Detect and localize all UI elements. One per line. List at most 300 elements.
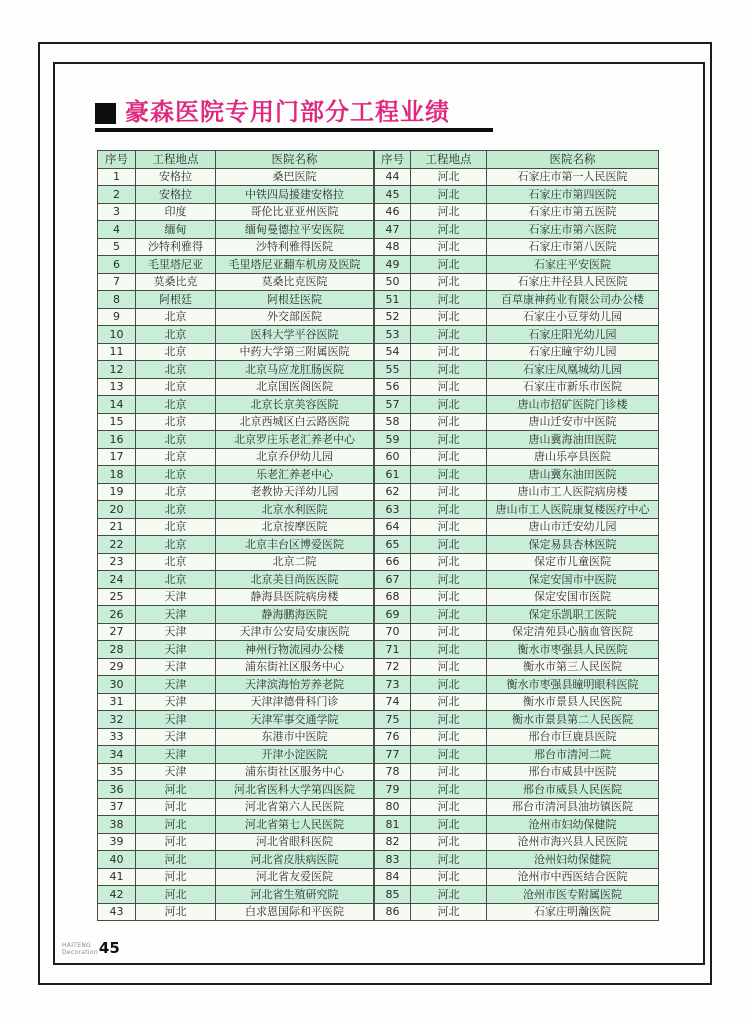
location-cell: 缅甸 (136, 221, 216, 239)
location-cell: 河北 (411, 623, 487, 641)
location-cell: 河北 (411, 431, 487, 449)
hospital-name-cell: 石家庄瞳宇幼儿园 (487, 343, 659, 361)
table-row (98, 798, 374, 816)
table-row (375, 606, 659, 624)
table-row (98, 501, 374, 519)
location-cell: 河北 (411, 693, 487, 711)
table-row (98, 851, 374, 869)
row-number-cell: 3 (98, 203, 136, 221)
location-cell: 河北 (411, 221, 487, 239)
location-cell: 天津 (136, 746, 216, 764)
hospital-name-cell: 老教协天洋幼儿园 (216, 483, 374, 501)
table-row (375, 396, 659, 414)
hospital-name-cell: 北京乔伊幼儿园 (216, 448, 374, 466)
table-row (375, 798, 659, 816)
table-row (375, 763, 659, 781)
row-number-cell: 57 (375, 396, 411, 414)
row-number-cell: 49 (375, 256, 411, 274)
brand-line1: HAITENG (62, 941, 92, 949)
table-row (98, 203, 374, 221)
location-cell: 印度 (136, 203, 216, 221)
table-row (98, 221, 374, 239)
hospital-name-cell: 石家庄市第八医院 (487, 238, 659, 256)
hospital-name-cell: 衡水市景县第二人民医院 (487, 711, 659, 729)
location-cell: 河北 (411, 483, 487, 501)
row-number-cell: 20 (98, 501, 136, 519)
row-number-cell: 25 (98, 588, 136, 606)
row-number-cell: 18 (98, 466, 136, 484)
hospital-name-cell: 邢台市威县中医院 (487, 763, 659, 781)
hospital-name-cell: 北京西城区白云路医院 (216, 413, 374, 431)
hospital-name-cell: 天津军事交通学院 (216, 711, 374, 729)
row-number-cell: 15 (98, 413, 136, 431)
table-row (98, 676, 374, 694)
table-row (375, 868, 659, 886)
hospital-name-cell: 天津市公安局安康医院 (216, 623, 374, 641)
hospital-name-cell: 衡水市景县人民医院 (487, 693, 659, 711)
table-row (375, 886, 659, 904)
location-cell: 河北 (136, 816, 216, 834)
location-cell: 河北 (411, 606, 487, 624)
location-cell: 河北 (411, 553, 487, 571)
table-row (98, 886, 374, 904)
location-cell: 北京 (136, 361, 216, 379)
table-row (375, 553, 659, 571)
row-number-cell: 9 (98, 308, 136, 326)
row-number-cell: 72 (375, 658, 411, 676)
row-number-cell: 65 (375, 536, 411, 554)
hospital-name-cell: 哥伦比亚亚州医院 (216, 203, 374, 221)
location-cell: 北京 (136, 326, 216, 344)
location-cell: 河北 (411, 378, 487, 396)
row-number-cell: 70 (375, 623, 411, 641)
table-row (375, 343, 659, 361)
table-row (375, 466, 659, 484)
row-number-cell: 80 (375, 798, 411, 816)
table-row (375, 641, 659, 659)
location-cell: 河北 (411, 326, 487, 344)
location-cell: 河北 (411, 186, 487, 204)
table-row (375, 238, 659, 256)
hospital-name-cell: 唐山冀东油田医院 (487, 466, 659, 484)
location-cell: 天津 (136, 623, 216, 641)
location-cell: 北京 (136, 483, 216, 501)
table-row (375, 833, 659, 851)
location-cell: 河北 (411, 571, 487, 589)
location-cell: 天津 (136, 606, 216, 624)
row-number-cell: 27 (98, 623, 136, 641)
hospital-name-cell: 唐山市迁安幼儿园 (487, 518, 659, 536)
row-number-cell: 53 (375, 326, 411, 344)
location-cell: 河北 (411, 361, 487, 379)
hospital-name-cell: 唐山市工人医院病房楼 (487, 483, 659, 501)
location-cell: 河北 (411, 588, 487, 606)
table-row (375, 816, 659, 834)
row-number-cell: 35 (98, 763, 136, 781)
row-number-cell: 24 (98, 571, 136, 589)
header-location: 工程地点 (136, 151, 216, 169)
location-cell: 河北 (411, 273, 487, 291)
location-cell: 北京 (136, 518, 216, 536)
page-footer (62, 941, 120, 956)
row-number-cell: 6 (98, 256, 136, 274)
hospital-name-cell: 保定清苑县心脑血管医院 (487, 623, 659, 641)
row-number-cell: 69 (375, 606, 411, 624)
location-cell: 河北 (411, 746, 487, 764)
hospital-name-cell: 石家庄平安医院 (487, 256, 659, 274)
hospital-name-cell: 唐山市招矿医院门诊楼 (487, 396, 659, 414)
hospital-name-cell: 天津滨海怡芳养老院 (216, 676, 374, 694)
table-row (375, 168, 659, 186)
row-number-cell: 56 (375, 378, 411, 396)
hospital-name-cell: 邢台市威县人民医院 (487, 781, 659, 799)
table-row (98, 868, 374, 886)
location-cell: 河北 (411, 833, 487, 851)
title-block (95, 99, 493, 132)
location-cell: 河北 (411, 308, 487, 326)
table-row (98, 308, 374, 326)
row-number-cell: 14 (98, 396, 136, 414)
row-number-cell: 51 (375, 291, 411, 309)
hospital-name-cell: 保定安国市中医院 (487, 571, 659, 589)
table-row (375, 483, 659, 501)
row-number-cell: 16 (98, 431, 136, 449)
table-row (375, 431, 659, 449)
header-hospital-name: 医院名称 (216, 151, 374, 169)
location-cell: 天津 (136, 711, 216, 729)
location-cell: 安格拉 (136, 168, 216, 186)
row-number-cell: 38 (98, 816, 136, 834)
table-row (375, 518, 659, 536)
row-number-cell: 8 (98, 291, 136, 309)
location-cell: 北京 (136, 501, 216, 519)
location-cell: 北京 (136, 571, 216, 589)
table-row (375, 448, 659, 466)
hospital-name-cell: 静海鹏海医院 (216, 606, 374, 624)
row-number-cell: 59 (375, 431, 411, 449)
hospital-name-cell: 沙特利雅得医院 (216, 238, 374, 256)
location-cell: 河北 (411, 886, 487, 904)
table-row (375, 711, 659, 729)
location-cell: 北京 (136, 343, 216, 361)
row-number-cell: 75 (375, 711, 411, 729)
row-number-cell: 4 (98, 221, 136, 239)
table-row (375, 676, 659, 694)
hospital-name-cell: 石家庄明瀚医院 (487, 903, 659, 921)
hospital-name-cell: 河北省医科大学第四医院 (216, 781, 374, 799)
table-row (375, 571, 659, 589)
hospital-name-cell: 河北省生殖研究院 (216, 886, 374, 904)
table-row (375, 308, 659, 326)
hospital-name-cell: 石家庄市第一人民医院 (487, 168, 659, 186)
hospital-name-cell: 莫桑比克医院 (216, 273, 374, 291)
table-row (98, 448, 374, 466)
table-row (375, 186, 659, 204)
location-cell: 河北 (411, 203, 487, 221)
hospital-name-cell: 静海县医院病房楼 (216, 588, 374, 606)
row-number-cell: 71 (375, 641, 411, 659)
row-number-cell: 86 (375, 903, 411, 921)
hospital-name-cell: 唐山乐亭县医院 (487, 448, 659, 466)
brand-line2: Decoration (62, 948, 98, 956)
hospital-name-cell: 河北省皮肤病医院 (216, 851, 374, 869)
hospital-name-cell: 北京马应龙肛肠医院 (216, 361, 374, 379)
table-row (98, 606, 374, 624)
table-row (98, 816, 374, 834)
location-cell: 河北 (411, 798, 487, 816)
location-cell: 北京 (136, 308, 216, 326)
hospital-name-cell: 北京长京美容医院 (216, 396, 374, 414)
table-row (98, 623, 374, 641)
table-row (375, 903, 659, 921)
table-row (375, 623, 659, 641)
row-number-cell: 37 (98, 798, 136, 816)
hospital-name-cell: 毛里塔尼亚翻车机房及医院 (216, 256, 374, 274)
table-row (375, 728, 659, 746)
location-cell: 河北 (411, 728, 487, 746)
hospital-name-cell: 百草康神药业有限公司办公楼 (487, 291, 659, 309)
table-row (375, 746, 659, 764)
row-number-cell: 48 (375, 238, 411, 256)
location-cell: 河北 (411, 238, 487, 256)
title-square-bullet-icon (95, 103, 116, 124)
location-cell: 河北 (136, 903, 216, 921)
row-number-cell: 2 (98, 186, 136, 204)
hospital-name-cell: 北京国医阁医院 (216, 378, 374, 396)
location-cell: 河北 (411, 466, 487, 484)
location-cell: 天津 (136, 693, 216, 711)
hospital-name-cell: 邢台市清河县油坊镇医院 (487, 798, 659, 816)
location-cell: 河北 (136, 886, 216, 904)
hospital-name-cell: 保定市儿童医院 (487, 553, 659, 571)
hospital-name-cell: 邢台市清河二院 (487, 746, 659, 764)
hospital-name-cell: 衡水市枣强县瞳明眼科医院 (487, 676, 659, 694)
table-header-row (375, 151, 659, 169)
row-number-cell: 31 (98, 693, 136, 711)
hospital-name-cell: 桑巴医院 (216, 168, 374, 186)
location-cell: 北京 (136, 378, 216, 396)
row-number-cell: 66 (375, 553, 411, 571)
location-cell: 河北 (411, 501, 487, 519)
row-number-cell: 41 (98, 868, 136, 886)
hospital-name-cell: 石家庄市第五医院 (487, 203, 659, 221)
row-number-cell: 36 (98, 781, 136, 799)
hospital-name-cell: 外交部医院 (216, 308, 374, 326)
table-row (98, 168, 374, 186)
hospital-name-cell: 石家庄凤凰城幼儿园 (487, 361, 659, 379)
row-number-cell: 55 (375, 361, 411, 379)
hospital-name-cell: 东港市中医院 (216, 728, 374, 746)
location-cell: 河北 (411, 518, 487, 536)
hospital-name-cell: 神州行物流园办公楼 (216, 641, 374, 659)
location-cell: 北京 (136, 536, 216, 554)
row-number-cell: 45 (375, 186, 411, 204)
location-cell: 河北 (411, 868, 487, 886)
hospital-name-cell: 保定乐凯职工医院 (487, 606, 659, 624)
table-row (98, 291, 374, 309)
table-row (375, 658, 659, 676)
table-row (98, 413, 374, 431)
table-row (375, 588, 659, 606)
hospital-name-cell: 石家庄市第四医院 (487, 186, 659, 204)
location-cell: 河北 (136, 868, 216, 886)
location-cell: 莫桑比克 (136, 273, 216, 291)
hospital-name-cell: 浦东街社区服务中心 (216, 658, 374, 676)
location-cell: 河北 (411, 816, 487, 834)
table-row (98, 326, 374, 344)
row-number-cell: 11 (98, 343, 136, 361)
hospital-name-cell: 邢台市巨鹿县医院 (487, 728, 659, 746)
location-cell: 天津 (136, 641, 216, 659)
row-number-cell: 21 (98, 518, 136, 536)
table-row (98, 378, 374, 396)
page-title: 豪森医院专用门部分工程业绩 (125, 98, 450, 126)
hospital-name-cell: 沧州妇幼保健院 (487, 851, 659, 869)
table-row (375, 851, 659, 869)
row-number-cell: 62 (375, 483, 411, 501)
location-cell: 河北 (411, 448, 487, 466)
hospital-name-cell: 天津津德骨科门诊 (216, 693, 374, 711)
row-number-cell: 29 (98, 658, 136, 676)
table-row (98, 903, 374, 921)
header-location: 工程地点 (411, 151, 487, 169)
table-row (375, 501, 659, 519)
table-row (98, 431, 374, 449)
location-cell: 河北 (136, 851, 216, 869)
hospital-name-cell: 浦东街社区服务中心 (216, 763, 374, 781)
row-number-cell: 34 (98, 746, 136, 764)
header-row-number: 序号 (98, 151, 136, 169)
row-number-cell: 5 (98, 238, 136, 256)
hospital-name-cell: 沧州市中西医结合医院 (487, 868, 659, 886)
hospital-name-cell: 石家庄小豆芽幼儿园 (487, 308, 659, 326)
row-number-cell: 83 (375, 851, 411, 869)
location-cell: 安格拉 (136, 186, 216, 204)
hospital-name-cell: 北京美目尚医医院 (216, 571, 374, 589)
hospital-name-cell: 唐山冀海油田医院 (487, 431, 659, 449)
hospital-name-cell: 石家庄井径县人民医院 (487, 273, 659, 291)
hospital-name-cell: 中铁四局援建安格拉 (216, 186, 374, 204)
row-number-cell: 84 (375, 868, 411, 886)
location-cell: 天津 (136, 763, 216, 781)
hospital-name-cell: 医科大学平谷医院 (216, 326, 374, 344)
location-cell: 北京 (136, 448, 216, 466)
table-row (98, 518, 374, 536)
row-number-cell: 28 (98, 641, 136, 659)
row-number-cell: 40 (98, 851, 136, 869)
hospital-name-cell: 石家庄市第六医院 (487, 221, 659, 239)
hospital-name-cell: 保定安国市医院 (487, 588, 659, 606)
table-row (375, 693, 659, 711)
row-number-cell: 44 (375, 168, 411, 186)
location-cell: 北京 (136, 553, 216, 571)
row-number-cell: 43 (98, 903, 136, 921)
row-number-cell: 7 (98, 273, 136, 291)
row-number-cell: 58 (375, 413, 411, 431)
row-number-cell: 78 (375, 763, 411, 781)
row-number-cell: 60 (375, 448, 411, 466)
row-number-cell: 74 (375, 693, 411, 711)
location-cell: 天津 (136, 676, 216, 694)
table-row (98, 186, 374, 204)
hospital-name-cell: 乐老汇养老中心 (216, 466, 374, 484)
table-row (375, 378, 659, 396)
hospital-name-cell: 衡水市枣强县人民医院 (487, 641, 659, 659)
row-number-cell: 47 (375, 221, 411, 239)
row-number-cell: 22 (98, 536, 136, 554)
row-number-cell: 63 (375, 501, 411, 519)
location-cell: 北京 (136, 431, 216, 449)
row-number-cell: 26 (98, 606, 136, 624)
table-row (98, 588, 374, 606)
hospital-name-cell: 北京罗庄乐老汇养老中心 (216, 431, 374, 449)
table-row (98, 256, 374, 274)
row-number-cell: 79 (375, 781, 411, 799)
location-cell: 毛里塔尼亚 (136, 256, 216, 274)
row-number-cell: 13 (98, 378, 136, 396)
table-row (375, 326, 659, 344)
row-number-cell: 10 (98, 326, 136, 344)
row-number-cell: 52 (375, 308, 411, 326)
row-number-cell: 32 (98, 711, 136, 729)
hospital-name-cell: 中药大学第三附属医院 (216, 343, 374, 361)
row-number-cell: 23 (98, 553, 136, 571)
table-row (98, 728, 374, 746)
hospital-name-cell: 北京丰台区博爱医院 (216, 536, 374, 554)
location-cell: 天津 (136, 588, 216, 606)
table-row (98, 763, 374, 781)
table-row (375, 536, 659, 554)
location-cell: 河北 (411, 256, 487, 274)
row-number-cell: 68 (375, 588, 411, 606)
row-number-cell: 19 (98, 483, 136, 501)
row-number-cell: 54 (375, 343, 411, 361)
hospital-name-cell: 河北省友爱医院 (216, 868, 374, 886)
row-number-cell: 30 (98, 676, 136, 694)
table-row (98, 553, 374, 571)
location-cell: 河北 (136, 798, 216, 816)
table-row (98, 273, 374, 291)
hospital-name-cell: 保定易县杏林医院 (487, 536, 659, 554)
location-cell: 河北 (411, 676, 487, 694)
header-row-number: 序号 (375, 151, 411, 169)
hospital-name-cell: 沧州市妇幼保健院 (487, 816, 659, 834)
row-number-cell: 1 (98, 168, 136, 186)
hospital-name-cell: 阿根廷医院 (216, 291, 374, 309)
location-cell: 河北 (136, 833, 216, 851)
row-number-cell: 73 (375, 676, 411, 694)
location-cell: 北京 (136, 466, 216, 484)
location-cell: 河北 (136, 781, 216, 799)
hospital-name-cell: 开津小淀医院 (216, 746, 374, 764)
hospital-name-cell: 缅甸曼德拉平安医院 (216, 221, 374, 239)
row-number-cell: 33 (98, 728, 136, 746)
hospital-name-cell: 河北省眼科医院 (216, 833, 374, 851)
hospital-name-cell: 北京按摩医院 (216, 518, 374, 536)
table-row (98, 693, 374, 711)
hospital-name-cell: 沧州市医专附属医院 (487, 886, 659, 904)
location-cell: 河北 (411, 781, 487, 799)
hospital-name-cell: 沧州市海兴县人民医院 (487, 833, 659, 851)
table-row (98, 238, 374, 256)
table-row (98, 641, 374, 659)
projects-table-right (374, 150, 659, 921)
hospital-name-cell: 衡水市第三人民医院 (487, 658, 659, 676)
row-number-cell: 67 (375, 571, 411, 589)
row-number-cell: 81 (375, 816, 411, 834)
row-number-cell: 77 (375, 746, 411, 764)
location-cell: 河北 (411, 903, 487, 921)
